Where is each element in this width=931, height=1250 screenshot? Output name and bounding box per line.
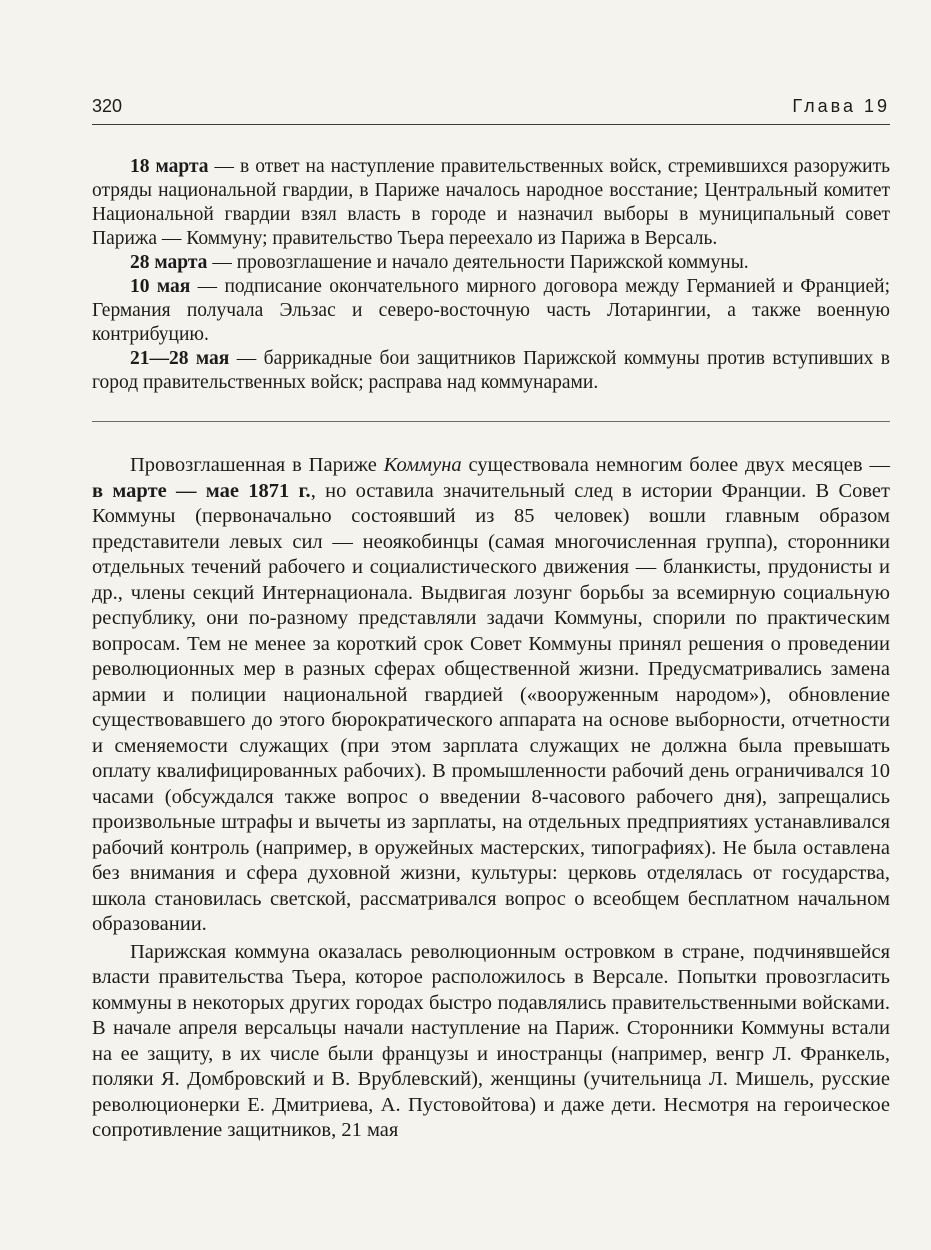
chapter-title: Глава 19	[792, 96, 890, 116]
date-label: 28 марта	[130, 252, 208, 273]
text-run: , но оставила значительный след в истории Франции. В Совет Коммуны (первоначально состоявший из 85 человек) вошли главным образом представители левых сил — неоякобинцы (самая многочисленная группа), сторонники отдельных течений рабочего и социалистического движения — бланкисты, прудонисты и др., члены секций Интернационала. Выдвигая лозунг борьбы за всемирную социальную республику, они по-разному представляли задачи Коммуны, спорили по практическим вопросам. Тем не менее за короткий срок Совет Коммуны принял решения о проведении революционных мер в разных сферах общественной жизни. Предусматривались замена армии и полиции национальной гвардией («вооруженным народом»), обновление существовавшего до этого бюрократического аппарата на основе выборности, отчетности и сменяемости служащих (при этом зарплата служащих не должна была превышать оплату квалифицированных рабочих). В промышленности рабочий день ограничивался 10 часами (обсуждался также вопрос о введении 8-часового рабочего дня), запрещались произвольные штрафы и вычеты из зарплаты, на отдельных предприятиях устанавливался рабочий контроль (например, в оружейных мастерских, типографиях). Не была оставлена без внимания и сфера духовной жизни, культуры: церковь отделялась от государства, школа становилась светской, рассматривался вопрос о всеобщем бесплатном начальном образовании.	[92, 479, 890, 935]
page-header	[92, 96, 890, 125]
section-divider	[92, 421, 890, 422]
key-dates-block	[92, 155, 890, 395]
date-entry	[92, 347, 890, 395]
text-run: существовала немногим более двух месяцев —	[461, 454, 890, 476]
text-run: Провозглашенная в Париже	[130, 454, 384, 476]
date-label: 18 марта	[130, 156, 209, 177]
date-label: 21—28 мая	[130, 348, 230, 369]
page-number: 320	[92, 96, 123, 116]
date-description: — провозглашение и начало деятельности Парижской коммуны.	[207, 252, 749, 273]
date-bold: в марте — мае 1871 г.	[92, 479, 311, 502]
date-label: 10 мая	[130, 276, 191, 297]
paragraph: Парижская коммуна оказалась революционным островком в стране, подчинявшейся власти правительства Тьера, которое расположилось в Версале. Попытки провозгласить коммуны в некоторых других городах быстро подавлялись правительственными войсками. В начале апреля версальцы начали наступление на Париж. Сторонники Коммуны встали на ее защиту, в их числе были французы и иностранцы (например, венгр Л. Франкель, поляки Я. Домбровский и В. Врублевский), женщины (учительница Л. Мишель, русские революционерки Е. Дмитриева, А. Пустовойтова) и даже дети. Несмотря на героическое сопротивление защитников, 21 мая	[92, 940, 890, 1141]
date-description: — подписание окончательного мирного договора между Германией и Францией; Германия получала Эльзас и северо-восточную часть Лотарингии, а также военную контрибуцию.	[92, 276, 890, 345]
date-entry	[92, 155, 890, 251]
term-italic: Коммуна	[383, 454, 462, 476]
paragraph	[92, 453, 890, 938]
date-entry	[92, 275, 890, 347]
date-description: — в ответ на наступление правительственных войск, стремившихся разоружить отряды национальной гвардии, в Париже началось народное восстание; Центральный комитет Национальной гвардии взял власть в городе и назначил выборы в муниципальный совет Парижа — Коммуну; правительство Тьера переехало из Парижа в Версаль.	[92, 156, 890, 249]
main-text	[92, 453, 890, 1144]
date-entry	[92, 251, 890, 275]
date-description: — баррикадные бои защитников Парижской коммуны против вступивших в город правительственных войск; расправа над коммунарами.	[92, 348, 890, 393]
